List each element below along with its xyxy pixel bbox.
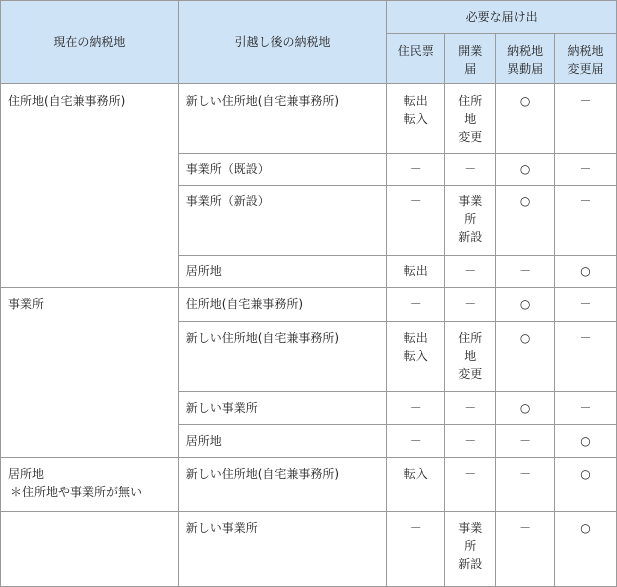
- juminhyo-cell: 転出: [387, 256, 445, 288]
- henko-cell: －: [555, 186, 617, 256]
- kaigyo-cell: [445, 512, 496, 587]
- ido-cell: ○: [496, 84, 555, 154]
- cell-line: 転入: [403, 112, 428, 126]
- kaigyo-cell: －: [445, 392, 496, 425]
- cell-line: 地: [464, 349, 477, 363]
- cell-line: 転出: [403, 331, 428, 345]
- kaigyo-cell: －: [445, 256, 496, 288]
- kaigyo-cell: －: [445, 288, 496, 322]
- kaigyo-cell: －: [445, 425, 496, 458]
- juminhyo-cell: －: [387, 425, 445, 458]
- current-place-cell: 事業所: [1, 288, 179, 458]
- juminhyo-cell: 転入: [387, 458, 445, 512]
- juminhyo-cell: －: [387, 186, 445, 256]
- ido-cell: ○: [496, 392, 555, 425]
- cell-line: 転入: [403, 349, 428, 363]
- juminhyo-cell: [387, 322, 445, 392]
- kaigyo-cell: －: [445, 458, 496, 512]
- header-after-tax-place: 引越し後の納税地: [178, 1, 387, 84]
- after-place-cell: 新しい事業所: [178, 512, 387, 587]
- henko-cell: －: [555, 84, 617, 154]
- header-ido-line: 異動届: [507, 62, 544, 76]
- ido-cell: －: [496, 256, 555, 288]
- juminhyo-cell: [387, 84, 445, 154]
- cell-line: 住所: [458, 94, 483, 108]
- ido-cell: ○: [496, 154, 555, 186]
- cell-line: 変更: [458, 367, 483, 381]
- cell-line: 新設: [458, 230, 483, 244]
- after-place-cell: 居所地: [178, 256, 387, 288]
- cell-line: 所: [464, 212, 477, 226]
- after-place-cell: 住所地(自宅兼事務所): [178, 288, 387, 322]
- after-place-cell: 新しい住所地(自宅兼事務所): [178, 322, 387, 392]
- cell-line: 所: [464, 539, 477, 553]
- cell-line: 新設: [458, 557, 483, 571]
- ido-cell: －: [496, 512, 555, 587]
- current-place-cell: [1, 512, 179, 587]
- kaigyo-cell: －: [445, 154, 496, 186]
- ido-cell: ○: [496, 288, 555, 322]
- juminhyo-cell: －: [387, 288, 445, 322]
- henko-cell: －: [555, 392, 617, 425]
- cell-line: 事業: [458, 194, 483, 208]
- cell-line: 変更: [458, 130, 483, 144]
- current-place-cell: [1, 458, 179, 512]
- after-place-cell: 事業所（既設）: [178, 154, 387, 186]
- cell-line: 地: [464, 112, 477, 126]
- ido-cell: －: [496, 458, 555, 512]
- header-current-tax-place: 現在の納税地: [1, 1, 179, 84]
- henko-cell: －: [555, 322, 617, 392]
- henko-cell: －: [555, 154, 617, 186]
- after-place-cell: 新しい事業所: [178, 392, 387, 425]
- after-place-cell: 事業所（新設）: [178, 186, 387, 256]
- ido-cell: －: [496, 425, 555, 458]
- cell-line: 事業: [458, 521, 483, 535]
- header-ido-line: 納税地: [507, 44, 544, 58]
- after-place-cell: 新しい住所地(自宅兼事務所): [178, 458, 387, 512]
- header-henko-line: 納税地: [567, 44, 604, 58]
- header-ido: [496, 34, 555, 84]
- juminhyo-cell: －: [387, 392, 445, 425]
- kaigyo-cell: [445, 322, 496, 392]
- henko-cell: ○: [555, 512, 617, 587]
- header-juminhyo: 住民票: [387, 34, 445, 84]
- cell-line: 住所: [458, 331, 483, 345]
- after-place-cell: 居所地: [178, 425, 387, 458]
- table-row: [1, 458, 617, 512]
- cell-line: 転出: [403, 94, 428, 108]
- henko-cell: ○: [555, 458, 617, 512]
- henko-cell: ○: [555, 256, 617, 288]
- ido-cell: ○: [496, 186, 555, 256]
- header-henko-line: 変更届: [567, 62, 604, 76]
- juminhyo-cell: －: [387, 154, 445, 186]
- henko-cell: ○: [555, 425, 617, 458]
- header-required-notifications: 必要な届け出: [387, 1, 617, 34]
- table-row: [1, 84, 617, 154]
- header-kaigyo-line: 届: [464, 62, 477, 76]
- current-place-cell: 住所地(自宅兼事務所): [1, 84, 179, 288]
- header-kaigyo-line: 開業: [458, 44, 483, 58]
- table-row: [1, 512, 617, 587]
- juminhyo-cell: －: [387, 512, 445, 587]
- kaigyo-cell: [445, 186, 496, 256]
- ido-cell: ○: [496, 322, 555, 392]
- header-kaigyo: [445, 34, 496, 84]
- kaigyo-cell: [445, 84, 496, 154]
- header-henko: [555, 34, 617, 84]
- table-row: [1, 288, 617, 322]
- current-place-label: 居所地: [8, 467, 45, 481]
- after-place-cell: 新しい住所地(自宅兼事務所): [178, 84, 387, 154]
- current-place-note: ＊住所地や事業所が無い: [10, 485, 143, 499]
- henko-cell: －: [555, 288, 617, 322]
